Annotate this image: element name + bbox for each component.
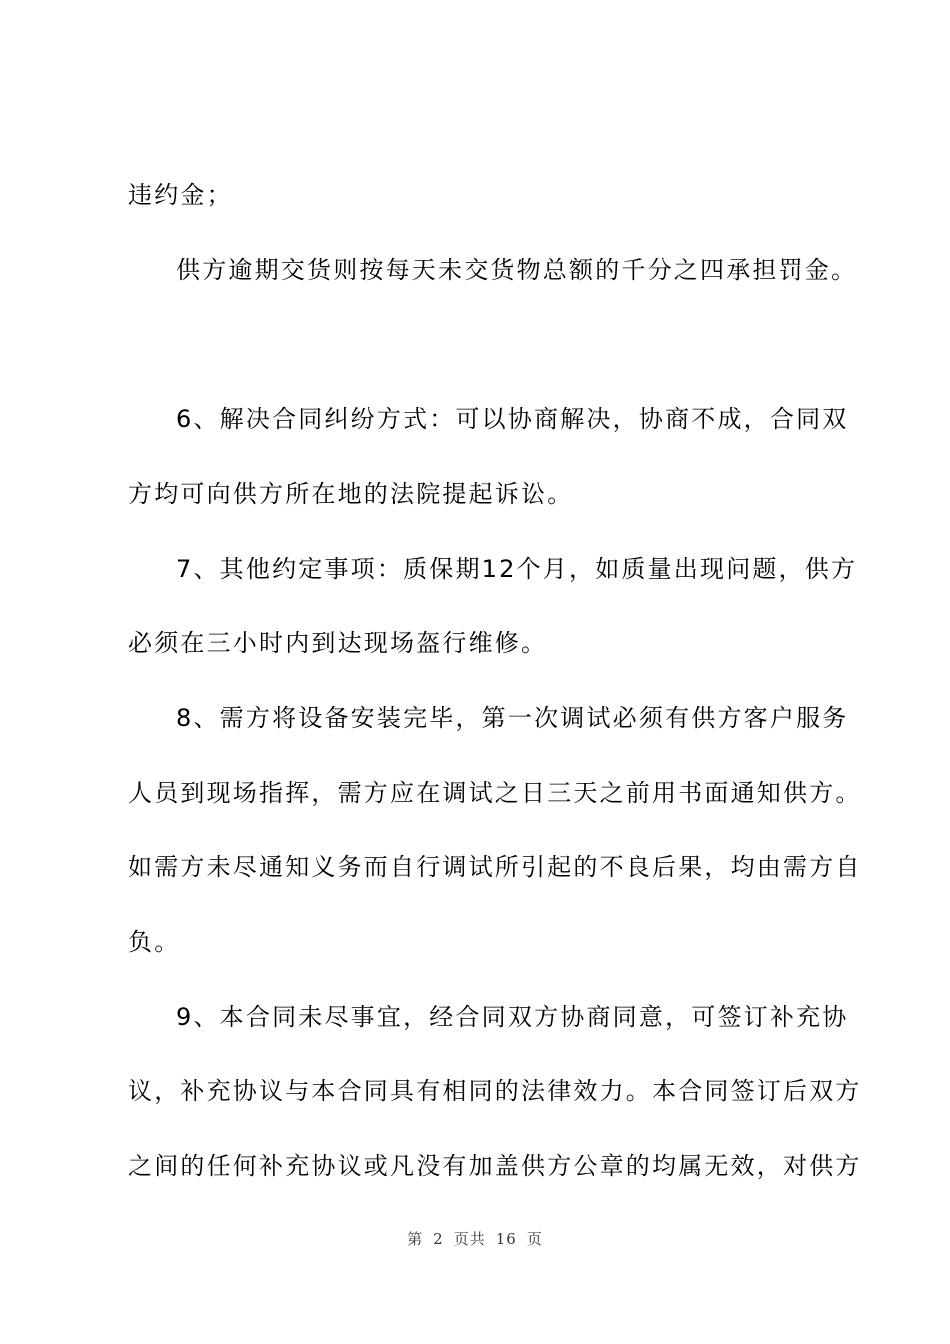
text-line: 必须在三小时内到达现场盔行维修。	[128, 629, 548, 657]
page-footer	[0, 1229, 950, 1249]
text-line: 8、需方将设备安装完毕，第一次调试必须有供方客户服务	[176, 704, 849, 732]
text-line: 方均可向供方所在地的法院提起诉讼。	[128, 480, 574, 508]
footer-middle: 页共	[453, 1230, 486, 1248]
text-line: 人员到现场指挥，需方应在调试之日三天之前用书面通知供方。	[128, 779, 862, 807]
footer-suffix: 页	[526, 1230, 543, 1248]
footer-total-pages: 16	[495, 1230, 517, 1248]
text-line: 9、本合同未尽事宜，经合同双方协商同意，可签订补充协	[176, 1003, 849, 1031]
text-line: 议，补充协议与本合同具有相同的法律效力。本合同签订后双方	[128, 1077, 862, 1105]
text-line: 6、解决合同纠纷方式：可以协商解决，协商不成，合同双	[176, 405, 849, 433]
text-line: 供方逾期交货则按每天未交货物总额的千分之四承担罚金。	[176, 256, 858, 284]
footer-prefix: 第	[407, 1230, 424, 1248]
text-line: 之间的任何补充协议或凡没有加盖供方公章的均属无效，对供方	[128, 1152, 862, 1180]
text-line: 7、其他约定事项：质保期12个月，如质量出现问题，供方	[176, 555, 858, 583]
text-line: 负。	[128, 928, 181, 956]
text-line: 如需方未尽通知义务而自行调试所引起的不良后果，均由需方自	[128, 853, 862, 881]
footer-page-number: 2	[433, 1230, 444, 1248]
text-line: 违约金；	[128, 181, 233, 209]
